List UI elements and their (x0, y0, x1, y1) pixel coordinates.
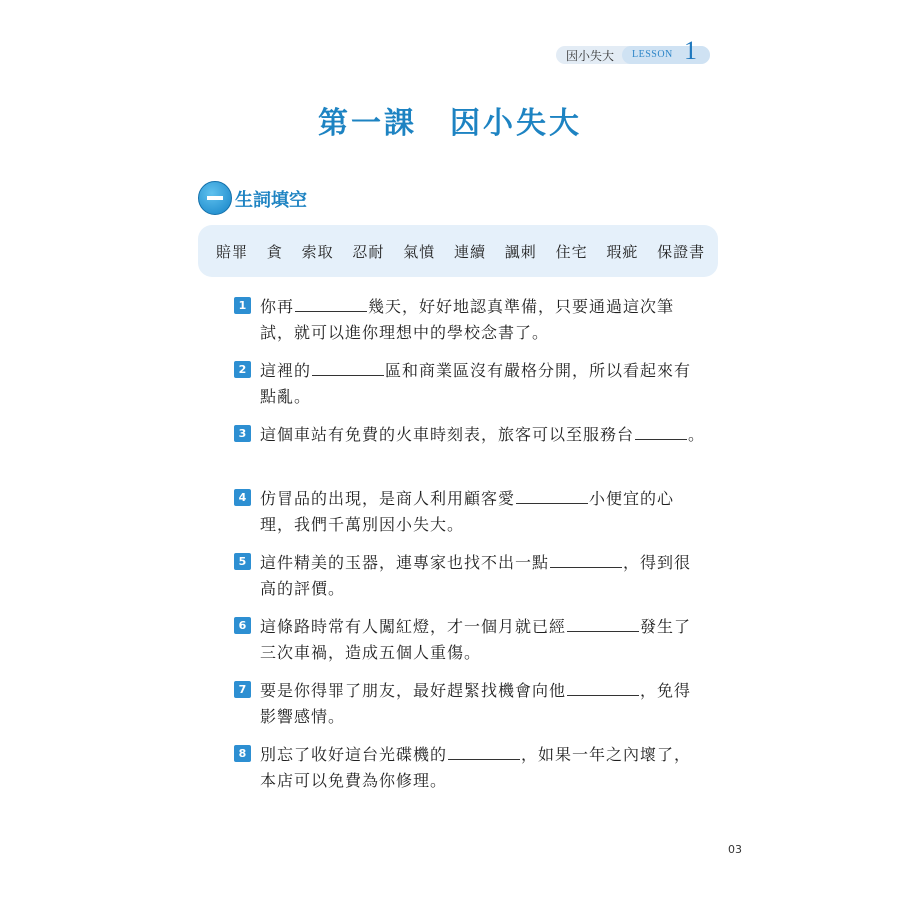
item-line-1: 這個車站有免費的火車時刻表，旅客可以至服務台 。 (260, 425, 706, 444)
item-line-2: 點亂。 (260, 387, 312, 406)
word-bank-item: 住宅 (555, 243, 588, 261)
exercise-item (234, 486, 719, 550)
word-bank-box (198, 225, 718, 277)
item-number-badge: 4 (234, 489, 251, 506)
answer-blank[interactable] (550, 566, 622, 568)
answer-blank[interactable] (567, 630, 639, 632)
answer-blank[interactable] (516, 502, 588, 504)
word-bank-item: 索取 (301, 243, 334, 261)
item-line-2: 理，我們千萬別因小失大。 (260, 515, 465, 534)
exercise-item (234, 422, 719, 486)
word-bank-item: 瑕疵 (606, 243, 639, 261)
item-number-badge: 6 (234, 617, 251, 634)
exercise-item (234, 294, 719, 358)
word-bank-item: 貪 (266, 243, 283, 261)
word-bank-item: 忍耐 (352, 243, 385, 261)
exercise-item (234, 550, 719, 614)
item-number-badge: 2 (234, 361, 251, 378)
item-line-1: 這條路時常有人闖紅燈，才一個月就已經 發生了 (260, 617, 692, 636)
exercise-list (234, 294, 719, 806)
item-line-2: 三次車禍，造成五個人重傷。 (260, 643, 482, 662)
item-line-1: 這裡的 區和商業區沒有嚴格分開，所以看起來有 (260, 361, 692, 380)
item-line-1: 仿冒品的出現，是商人利用顧客愛 小便宜的心 (260, 489, 675, 508)
item-line-1: 要是你得罪了朋友，最好趕緊找機會向他 ，免得 (260, 681, 692, 700)
page-number: 03 (728, 843, 742, 856)
section-label: 生詞填空 (235, 190, 307, 211)
lesson-tab-number: 1 (684, 36, 697, 65)
answer-blank[interactable] (295, 310, 367, 312)
item-line-2: 高的評價。 (260, 579, 346, 598)
word-bank-item: 保證書 (657, 243, 706, 261)
item-line-1: 這件精美的玉器，連專家也找不出一點 ，得到很 (260, 553, 692, 572)
item-line-2: 影響感情。 (260, 707, 346, 726)
lesson-tab-word: LESSON (632, 49, 673, 60)
page-title: 第一課 因小失大 (318, 106, 582, 141)
word-bank (216, 241, 705, 262)
word-bank-item: 氣憤 (403, 243, 436, 261)
item-line-1: 你再 幾天，好好地認真準備，只要通過這次筆 (260, 297, 675, 316)
answer-blank[interactable] (635, 438, 687, 440)
exercise-item (234, 358, 719, 422)
word-bank-item: 諷刺 (504, 243, 537, 261)
item-number-badge: 5 (234, 553, 251, 570)
exercise-item (234, 614, 719, 678)
lesson-header-tab (556, 36, 710, 65)
item-number-badge: 1 (234, 297, 251, 314)
item-line-2: 試，就可以進你理想中的學校念書了。 (260, 323, 550, 342)
item-number-badge: 8 (234, 745, 251, 762)
word-bank-item: 賠罪 (216, 243, 249, 261)
dash-in-circle-icon (198, 181, 232, 215)
exercise-item (234, 678, 719, 742)
answer-blank[interactable] (448, 758, 520, 760)
lesson-tab-name: 因小失大 (566, 49, 615, 63)
word-bank-item: 連續 (453, 243, 486, 261)
answer-blank[interactable] (567, 694, 639, 696)
item-line-1: 別忘了收好這台光碟機的 ，如果一年之內壞了， (260, 745, 692, 764)
item-number-badge: 7 (234, 681, 251, 698)
item-number-badge: 3 (234, 425, 251, 442)
exercise-item (234, 742, 719, 806)
answer-blank[interactable] (312, 374, 384, 376)
item-line-2: 本店可以免費為你修理。 (260, 771, 448, 790)
